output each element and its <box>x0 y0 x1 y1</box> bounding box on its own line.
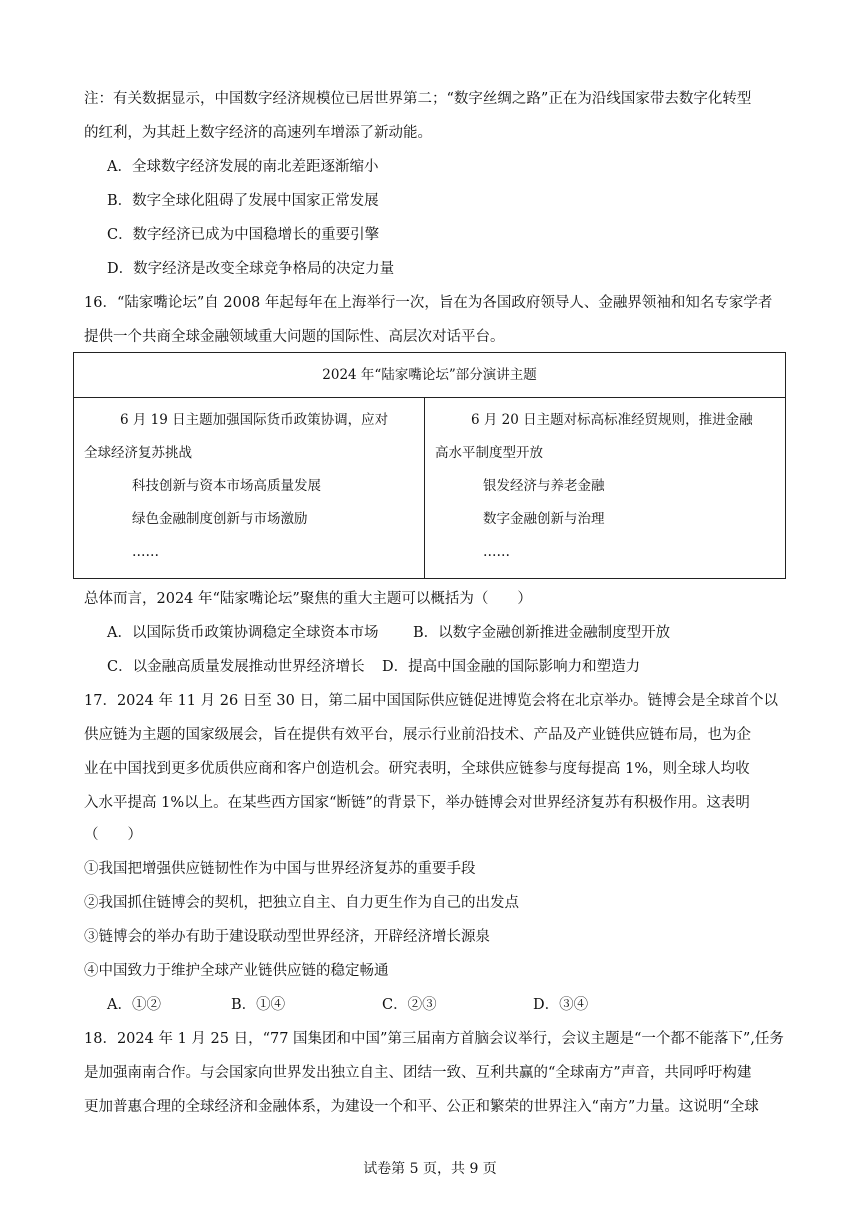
table-cell-june-19 <box>74 398 425 579</box>
q16-question: 总体而言，2024 年“陆家嘴论坛”聚焦的重大主题可以概括为（ ） <box>84 591 532 607</box>
june-19-theme-line-2: 全球经济复苏挑战 <box>84 445 192 461</box>
q17-statement-1: ①我国把增强供应链韧性作为中国与世界经济复苏的重要手段 <box>84 861 476 877</box>
q16-option-d: D．提高中国金融的国际影响力和塑造力 <box>382 659 641 675</box>
q17-stem-line-4: 入水平提高 1%以上。在某些西方国家“断链”的背景下，举办链博会对世界经济复苏有积极作用。这表明 <box>84 795 750 811</box>
q16-stem-line-2: 提供一个共商全球金融领域重大问题的国际性、高层次对话平台。 <box>84 329 505 345</box>
q15-option-c: C．数字经济已成为中国稳增长的重要引擎 <box>107 227 380 243</box>
q16-topics-table <box>73 352 786 579</box>
q17-statement-4: ④中国致力于维护全球产业链供应链的稳定畅通 <box>84 963 389 979</box>
q17-statement-2: ②我国抓住链博会的契机，把独立自主、自力更生作为自己的出发点 <box>84 895 519 911</box>
q16-stem-line-1: 16．“陆家嘴论坛”自 2008 年起每年在上海举行一次，旨在为各国政府领导人、金融界领袖和知名专家学者 <box>84 295 773 311</box>
june-19-item: 绿色金融制度创新与市场激励 <box>132 511 308 527</box>
june-19-item: 科技创新与资本市场高质量发展 <box>132 478 321 494</box>
june-20-item: 银发经济与养老金融 <box>483 478 605 494</box>
q17-option-d: D．③④ <box>533 997 589 1013</box>
q17-statement-3: ③链博会的举办有助于建设联动型世界经济，开辟经济增长源泉 <box>84 929 490 945</box>
q17-option-b: B．①④ <box>231 997 286 1013</box>
june-20-theme-line-1: 6 月 20 日主题对标高标准经贸规则，推进金融 <box>471 412 753 428</box>
q15-note-line-1: 注：有关数据显示，中国数字经济规模位已居世界第二；“数字丝绸之路”正在为沿线国家带去数字化转型 <box>84 91 752 107</box>
table-title: 2024 年“陆家嘴论坛”部分演讲主题 <box>74 353 786 398</box>
q16-option-b: B．以数字金融创新推进金融制度型开放 <box>413 625 671 641</box>
june-20-theme-line-2: 高水平制度型开放 <box>435 445 543 461</box>
june-19-item: …… <box>132 544 159 560</box>
q16-option-c: C．以金融高质量发展推动世界经济增长 <box>107 659 365 675</box>
q18-stem-line-3: 更加普惠合理的全球经济和金融体系，为建设一个和平、公正和繁荣的世界注入“南方”力量。这说明“全球 <box>84 1099 759 1115</box>
q15-option-b: B．数字全球化阻碍了发展中国家正常发展 <box>107 193 379 209</box>
q17-stem-line-5: （ ） <box>84 827 142 843</box>
june-20-item: 数字金融创新与治理 <box>483 511 605 527</box>
q16-option-a: A．以国际货币政策协调稳定全球资本市场 <box>107 625 379 641</box>
q17-option-c: C．②③ <box>382 997 437 1013</box>
q17-stem-line-2: 供应链为主题的国家级展会，旨在提供有效平台，展示行业前沿技术、产品及产业链供应链布局，也为企 <box>84 727 751 743</box>
june-19-theme-line-1: 6 月 19 日主题加强国际货币政策协调，应对 <box>120 412 389 428</box>
q18-stem-line-2: 是加强南南合作。与会国家向世界发出独立自主、团结一致、互利共赢的“全球南方”声音，共同呼吁构建 <box>84 1065 752 1081</box>
q17-stem-line-1: 17．2024 年 11 月 26 日至 30 日，第二届中国国际供应链促进博览会将在北京举办。链博会是全球首个以 <box>84 693 778 709</box>
table-cell-june-20 <box>425 398 786 579</box>
june-20-item: …… <box>483 544 510 560</box>
q17-stem-line-3: 业在中国找到更多优质供应商和客户创造机会。研究表明，全球供应链参与度每提高 1%，则全球人均收 <box>84 761 750 777</box>
q18-stem-line-1: 18．2024 年 1 月 25 日，“77 国集团和中国”第三届南方首脑会议举行，会议主题是“一个都不能落下”,任务 <box>84 1031 784 1047</box>
q15-option-d: D．数字经济是改变全球竞争格局的决定力量 <box>107 261 395 277</box>
q15-option-a: A．全球数字经济发展的南北差距逐渐缩小 <box>107 159 379 175</box>
page-footer: 试卷第 5 页，共 9 页 <box>363 1161 497 1177</box>
q15-note-line-2: 的红利，为其赶上数字经济的高速列车增添了新动能。 <box>84 125 432 141</box>
q17-option-a: A．①② <box>107 997 161 1013</box>
